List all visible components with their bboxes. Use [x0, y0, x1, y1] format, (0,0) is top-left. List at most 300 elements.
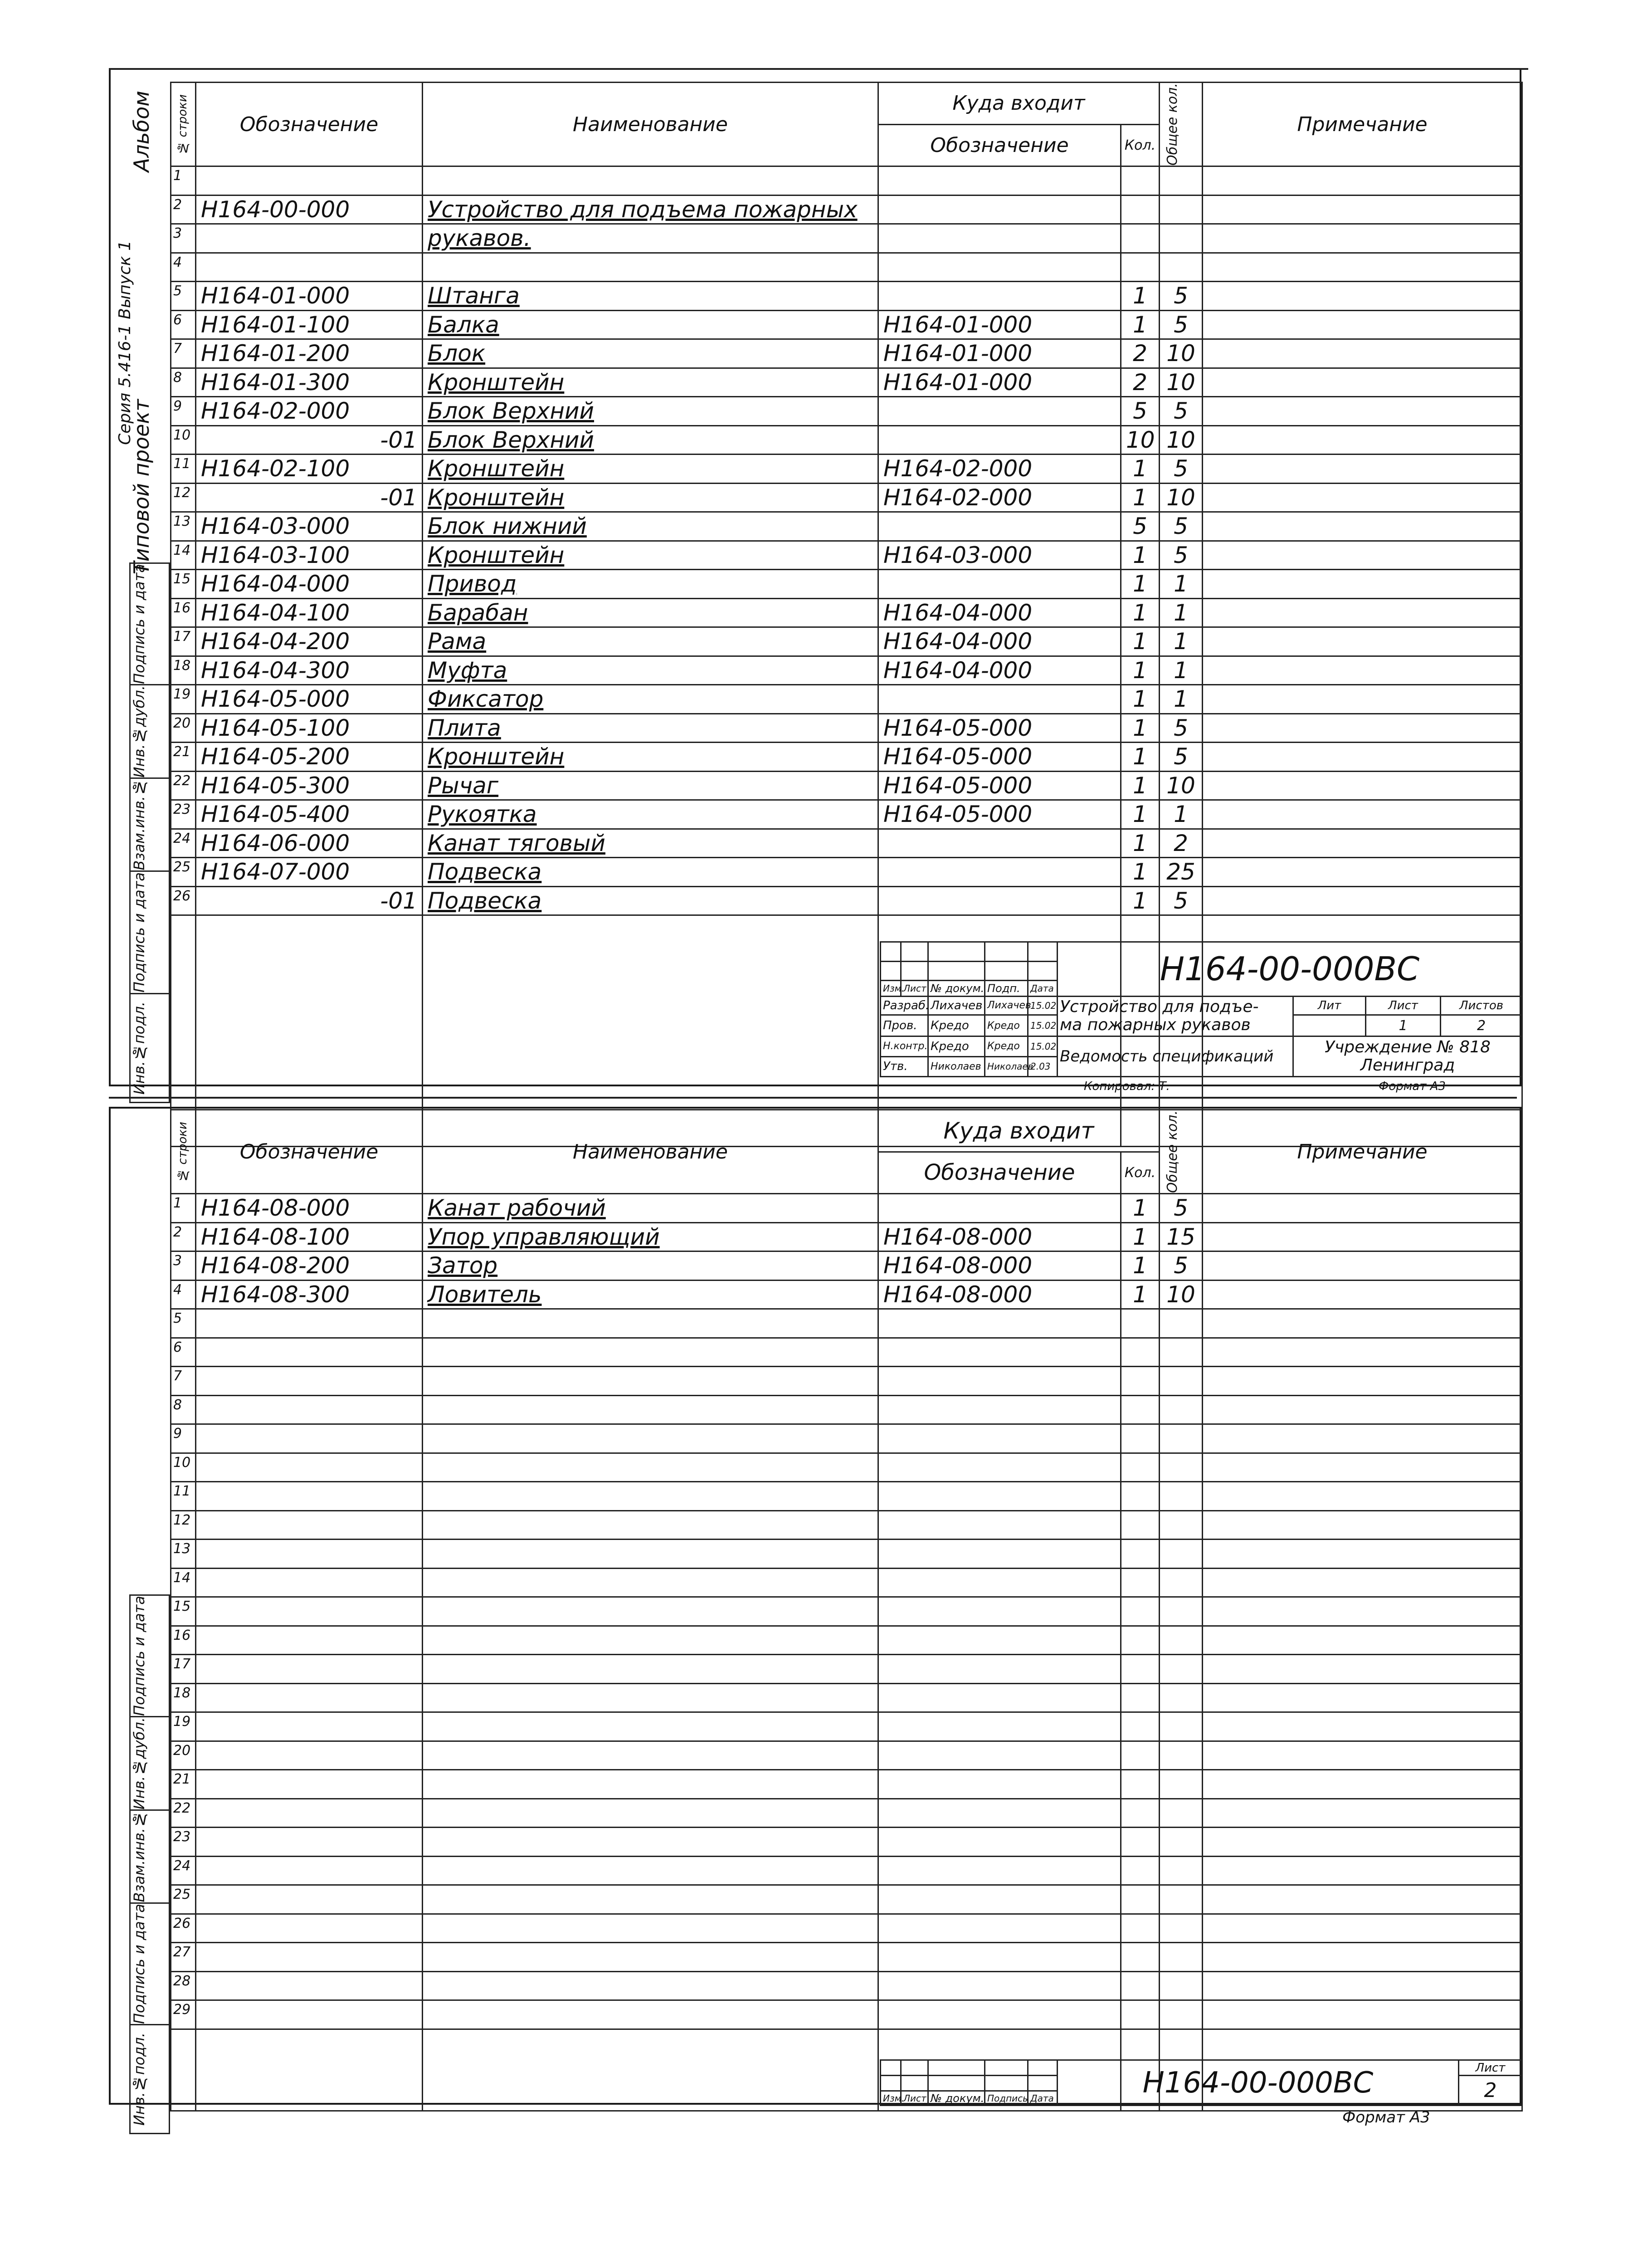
stamp1-r1-sign: Лихачев [985, 996, 1028, 1015]
cell-into [878, 886, 1121, 915]
cell-name: Фиксатор [423, 685, 878, 714]
cell-des [196, 1712, 423, 1741]
table-row [171, 1799, 1522, 1828]
cell-qty: 1 [1121, 771, 1160, 800]
cell-name [423, 1971, 878, 2000]
cell-des [196, 2000, 423, 2029]
table-row [171, 1943, 1522, 1972]
table-row [171, 1856, 1522, 1885]
table-row [171, 541, 1522, 570]
cell-note [1203, 282, 1522, 311]
strip1-cell-4: Подпись и дата [130, 871, 170, 994]
cell-name: Балка [423, 310, 878, 339]
cell-qty [1121, 1453, 1160, 1482]
cell-qty [1121, 1799, 1160, 1828]
cell-total [1160, 1799, 1203, 1828]
cell-name: рукавов. [423, 224, 878, 253]
stamp1-r1-role: Разраб. [881, 996, 928, 1015]
cell-n: 13 [171, 512, 196, 541]
cell-into [878, 1453, 1121, 1482]
stamp1-col-date: Дата [1028, 981, 1058, 996]
stamp1-org: Учреждение № 818 Ленинград [1293, 1036, 1522, 1077]
cell-note [1203, 1309, 1522, 1338]
cell-n: 15 [171, 570, 196, 599]
cell-des [196, 224, 423, 253]
cell-into: Н164-05-000 [878, 800, 1121, 829]
table-row [171, 224, 1522, 253]
cell-name [423, 1453, 878, 1482]
cell-n: 11 [171, 1482, 196, 1511]
cell-name: Муфта [423, 656, 878, 685]
cell-total [1160, 1568, 1203, 1597]
cell-note [1203, 1712, 1522, 1741]
cell-des [196, 1540, 423, 1569]
stamp1-r3-name: Кредо [928, 1036, 985, 1056]
table-row [171, 829, 1522, 858]
cell-des: Н164-01-000 [196, 282, 423, 311]
cell-des [196, 1914, 423, 1943]
cell-name: Кронштейн [423, 455, 878, 484]
table-row [171, 1741, 1522, 1770]
cell-note [1203, 656, 1522, 685]
cell-qty: 1 [1121, 858, 1160, 887]
strip1-cell-5: Инв.№подл. [130, 994, 170, 1103]
cell-note [1203, 2000, 1522, 2029]
cell-des: Н164-08-200 [196, 1251, 423, 1281]
cell-n: 13 [171, 1540, 196, 1569]
sheet2-spec-table [170, 1109, 1523, 2112]
stamp1-lit: Лит [1293, 996, 1366, 1015]
cell-note [1203, 743, 1522, 772]
cell-note [1203, 685, 1522, 714]
col2-note: Примечание [1203, 1110, 1522, 1194]
sheet1-code: Н164-00-000ВС [1058, 942, 1522, 997]
cell-into: Н164-02-000 [878, 455, 1121, 484]
table-row [171, 282, 1522, 311]
cell-name [423, 1914, 878, 1943]
cell-n: 19 [171, 685, 196, 714]
cell-n: 27 [171, 1943, 196, 1972]
cell-des: Н164-04-100 [196, 598, 423, 627]
cell-n: 7 [171, 339, 196, 368]
stamp2-col-date: Дата [1028, 2091, 1058, 2106]
cell-qty [1121, 1540, 1160, 1569]
cell-total: 5 [1160, 455, 1203, 484]
cell-des: Н164-05-300 [196, 771, 423, 800]
cell-into [878, 1741, 1121, 1770]
cell-into: Н164-08-000 [878, 1222, 1121, 1251]
cell-total: 10 [1160, 339, 1203, 368]
stamp1-sheets-val: 2 [1441, 1015, 1522, 1036]
cell-total [1160, 1338, 1203, 1367]
cell-into [878, 1885, 1121, 1914]
cell-total [1160, 2000, 1203, 2029]
cell-note [1203, 397, 1522, 426]
cell-into [878, 1597, 1121, 1626]
sheet1-format: Формат А3 [1379, 1080, 1446, 1093]
col-total-qty: Общее кол. [1160, 83, 1203, 166]
table-row [171, 1309, 1522, 1338]
cell-into [878, 1424, 1121, 1453]
cell-qty: 1 [1121, 570, 1160, 599]
cell-into [878, 1828, 1121, 1857]
table-row [171, 1828, 1522, 1857]
cell-n: 18 [171, 1683, 196, 1712]
cell-n: 2 [171, 1222, 196, 1251]
cell-name: Блок Верхний [423, 397, 878, 426]
cell-into: Н164-08-000 [878, 1280, 1121, 1309]
cell-n: 5 [171, 282, 196, 311]
table-row [171, 570, 1522, 599]
table-row [171, 425, 1522, 455]
cell-into: Н164-01-000 [878, 339, 1121, 368]
cell-note [1203, 1367, 1522, 1396]
cell-des: -01 [196, 425, 423, 455]
cell-qty [1121, 1971, 1160, 2000]
stamp1-col-sign: Подп. [985, 981, 1028, 996]
stamp1-r4-role: Утв. [881, 1056, 928, 1076]
cell-note [1203, 1395, 1522, 1424]
cell-total [1160, 1424, 1203, 1453]
cell-note [1203, 1568, 1522, 1597]
cell-note [1203, 1655, 1522, 1684]
cell-n: 5 [171, 1309, 196, 1338]
stamp1-r4-name: Николаев [928, 1056, 985, 1076]
cell-note [1203, 1280, 1522, 1309]
strip1-cell-1: Подпись и дата [130, 563, 170, 685]
cell-qty [1121, 166, 1160, 196]
cell-note [1203, 1828, 1522, 1857]
cell-des [196, 1943, 423, 1972]
cell-note [1203, 541, 1522, 570]
cell-des [196, 1741, 423, 1770]
cell-name: Канат рабочий [423, 1194, 878, 1223]
cell-qty: 1 [1121, 743, 1160, 772]
cell-n: 25 [171, 858, 196, 887]
cell-total [1160, 1914, 1203, 1943]
cell-name [423, 1943, 878, 1972]
stamp1-r4-date: 2.03 [1028, 1056, 1058, 1076]
cell-note [1203, 627, 1522, 656]
stamp1-r2-name: Кредо [928, 1015, 985, 1036]
cell-qty [1121, 1655, 1160, 1684]
cell-into: Н164-08-000 [878, 1251, 1121, 1281]
cell-des [196, 1482, 423, 1511]
cell-note [1203, 455, 1522, 484]
cell-n: 17 [171, 1655, 196, 1684]
cell-into [878, 829, 1121, 858]
cell-into [878, 570, 1121, 599]
cell-note [1203, 1914, 1522, 1943]
cell-note [1203, 1510, 1522, 1540]
cell-n: 29 [171, 2000, 196, 2029]
cell-n: 18 [171, 656, 196, 685]
cell-name [423, 253, 878, 282]
cell-n: 10 [171, 1453, 196, 1482]
cell-into: Н164-04-000 [878, 656, 1121, 685]
cell-name [423, 1770, 878, 1799]
cell-note [1203, 512, 1522, 541]
table-row [171, 1655, 1522, 1684]
cell-name [423, 1367, 878, 1396]
cell-into [878, 1540, 1121, 1569]
cell-n: 6 [171, 310, 196, 339]
cell-n: 19 [171, 1712, 196, 1741]
cell-name: Барабан [423, 598, 878, 627]
cell-des [196, 1453, 423, 1482]
cell-des [196, 1885, 423, 1914]
cell-name: Плита [423, 714, 878, 743]
cell-into: Н164-01-000 [878, 310, 1121, 339]
cell-name [423, 2000, 878, 2029]
sheet1-title-block [880, 941, 1523, 1077]
cell-total: 1 [1160, 800, 1203, 829]
cell-qty [1121, 253, 1160, 282]
cell-name: Подвеска [423, 886, 878, 915]
cell-total [1160, 1741, 1203, 1770]
stamp2-col-izm: Изм. [881, 2091, 901, 2106]
table-row [171, 397, 1522, 426]
cell-into [878, 2000, 1121, 2029]
cell-qty: 1 [1121, 1194, 1160, 1223]
col-row-num: № строки [171, 83, 196, 166]
cell-total: 2 [1160, 829, 1203, 858]
cell-note [1203, 1222, 1522, 1251]
cell-into [878, 1626, 1121, 1655]
cell-des: Н164-03-100 [196, 541, 423, 570]
stamp1-r3-date: 15.02 [1028, 1036, 1058, 1056]
col2-goes-designation: Обозначение [878, 1152, 1121, 1194]
cell-n: 17 [171, 627, 196, 656]
cell-note [1203, 1540, 1522, 1569]
cell-note [1203, 1626, 1522, 1655]
cell-n: 8 [171, 1395, 196, 1424]
cell-des [196, 1597, 423, 1626]
cell-note [1203, 483, 1522, 512]
cell-des [196, 1510, 423, 1540]
cell-total [1160, 1943, 1203, 1972]
cell-qty [1121, 1395, 1160, 1424]
cell-des: Н164-02-000 [196, 397, 423, 426]
cell-note [1203, 1251, 1522, 1281]
cell-des: Н164-05-200 [196, 743, 423, 772]
table-row [171, 1367, 1522, 1396]
cell-name [423, 1568, 878, 1597]
cell-into: Н164-02-000 [878, 483, 1121, 512]
sheet2-title-block [880, 2059, 1523, 2106]
cell-qty: 10 [1121, 425, 1160, 455]
cell-qty: 1 [1121, 627, 1160, 656]
cell-into [878, 1683, 1121, 1712]
cell-total [1160, 1971, 1203, 2000]
cell-qty: 1 [1121, 829, 1160, 858]
sheet1-copied: Копировал: Т. [1084, 1080, 1170, 1093]
cell-into [878, 397, 1121, 426]
table-row [171, 253, 1522, 282]
sheet1-top-line [109, 68, 1528, 70]
cell-name [423, 1885, 878, 1914]
cell-into: Н164-03-000 [878, 541, 1121, 570]
cell-n: 6 [171, 1338, 196, 1367]
cell-qty: 1 [1121, 541, 1160, 570]
cell-qty: 1 [1121, 598, 1160, 627]
cell-name: Рычаг [423, 771, 878, 800]
table-row [171, 1453, 1522, 1482]
cell-total [1160, 1655, 1203, 1684]
cell-note [1203, 224, 1522, 253]
cell-total: 5 [1160, 1251, 1203, 1281]
cell-into [878, 1367, 1121, 1396]
cell-des: Н164-04-000 [196, 570, 423, 599]
cell-note [1203, 1943, 1522, 1972]
col2-total-qty: Общее кол. [1160, 1110, 1203, 1194]
cell-n: 14 [171, 1568, 196, 1597]
cell-into [878, 685, 1121, 714]
cell-name [423, 166, 878, 196]
stamp1-doc-type: Ведомость спецификаций [1058, 1036, 1293, 1077]
cell-total [1160, 195, 1203, 224]
cell-note [1203, 858, 1522, 887]
cell-into [878, 1712, 1121, 1741]
table-row [171, 1510, 1522, 1540]
cell-total: 5 [1160, 397, 1203, 426]
cell-name: Затор [423, 1251, 878, 1281]
table-row [171, 1482, 1522, 1511]
cell-note [1203, 166, 1522, 196]
table-row [171, 1914, 1522, 1943]
cell-n: 24 [171, 1856, 196, 1885]
cell-into [878, 425, 1121, 455]
cell-n: 7 [171, 1367, 196, 1396]
cell-name [423, 1683, 878, 1712]
cell-n: 23 [171, 1828, 196, 1857]
cell-qty [1121, 1338, 1160, 1367]
cell-des [196, 1799, 423, 1828]
cell-into [878, 1568, 1121, 1597]
cell-name [423, 1856, 878, 1885]
sheet2-format: Формат А3 [1342, 2108, 1430, 2126]
cell-qty [1121, 1309, 1160, 1338]
cell-note [1203, 598, 1522, 627]
strip2-cell-1: Подпись и дата [130, 1595, 170, 1717]
cell-total: 5 [1160, 714, 1203, 743]
cell-name: Упор управляющий [423, 1222, 878, 1251]
cell-into: Н164-05-000 [878, 743, 1121, 772]
cell-total: 1 [1160, 570, 1203, 599]
cell-note [1203, 1338, 1522, 1367]
cell-name: Блок Верхний [423, 425, 878, 455]
col-goes-into: Куда входит [878, 83, 1160, 125]
cell-n: 16 [171, 1626, 196, 1655]
album-label: Альбом [129, 91, 154, 172]
cell-des: Н164-05-100 [196, 714, 423, 743]
stamp1-r3-role: Н.контр. [881, 1036, 928, 1056]
table-row [171, 1194, 1522, 1223]
cell-name: Кронштейн [423, 743, 878, 772]
cell-des [196, 1655, 423, 1684]
cell-des: Н164-04-200 [196, 627, 423, 656]
cell-total: 15 [1160, 1222, 1203, 1251]
cell-total [1160, 1510, 1203, 1540]
cell-into [878, 1482, 1121, 1511]
table-row [171, 368, 1522, 397]
cell-total: 10 [1160, 1280, 1203, 1309]
cell-n: 1 [171, 1194, 196, 1223]
cell-name [423, 1482, 878, 1511]
cell-n: 28 [171, 1971, 196, 2000]
cell-n: 9 [171, 1424, 196, 1453]
cell-note [1203, 1194, 1522, 1223]
stamp2-col-sign: Подпись [985, 2091, 1028, 2106]
cell-total: 1 [1160, 685, 1203, 714]
cell-total: 1 [1160, 656, 1203, 685]
table-row [171, 714, 1522, 743]
table-row [171, 1424, 1522, 1453]
cell-name [423, 1338, 878, 1367]
cell-total [1160, 1540, 1203, 1569]
cell-name: Блок [423, 339, 878, 368]
cell-des [196, 1338, 423, 1367]
stamp1-col-izm: Изм. [881, 981, 901, 996]
cell-note [1203, 1741, 1522, 1770]
cell-note [1203, 1597, 1522, 1626]
cell-des [196, 1828, 423, 1857]
cell-n: 24 [171, 829, 196, 858]
cell-name [423, 1597, 878, 1626]
cell-name: Устройство для подъема пожарных [423, 195, 878, 224]
cell-qty [1121, 1597, 1160, 1626]
cell-note [1203, 800, 1522, 829]
stamp2-col-list: Лист [901, 2091, 928, 2106]
table-row [171, 1597, 1522, 1626]
cell-note [1203, 253, 1522, 282]
cell-into [878, 1770, 1121, 1799]
cell-n: 20 [171, 714, 196, 743]
cell-name [423, 1655, 878, 1684]
cell-total [1160, 1597, 1203, 1626]
cell-n: 21 [171, 1770, 196, 1799]
cell-into: Н164-05-000 [878, 771, 1121, 800]
strip2-cell-3: Взам.инв.№ [130, 1810, 170, 1903]
cell-des [196, 1367, 423, 1396]
cell-total [1160, 1626, 1203, 1655]
cell-total: 5 [1160, 886, 1203, 915]
table-row [171, 2000, 1522, 2029]
stamp1-sheet-val: 1 [1366, 1015, 1441, 1036]
table-row [171, 1770, 1522, 1799]
table-row [171, 166, 1522, 196]
cell-into: Н164-04-000 [878, 598, 1121, 627]
table-row [171, 1683, 1522, 1712]
cell-name: Кронштейн [423, 541, 878, 570]
cell-qty: 1 [1121, 800, 1160, 829]
cell-n: 25 [171, 1885, 196, 1914]
cell-total: 1 [1160, 627, 1203, 656]
cell-note [1203, 425, 1522, 455]
cell-qty [1121, 1626, 1160, 1655]
table-row [171, 656, 1522, 685]
cell-qty [1121, 1828, 1160, 1857]
stamp1-r2-date: 15.02 [1028, 1015, 1058, 1036]
cell-total: 5 [1160, 541, 1203, 570]
cell-total: 1 [1160, 598, 1203, 627]
cell-qty: 5 [1121, 512, 1160, 541]
cell-des [196, 1568, 423, 1597]
table-row [171, 1971, 1522, 2000]
cell-n: 12 [171, 483, 196, 512]
cell-qty [1121, 1367, 1160, 1396]
cell-total [1160, 1856, 1203, 1885]
